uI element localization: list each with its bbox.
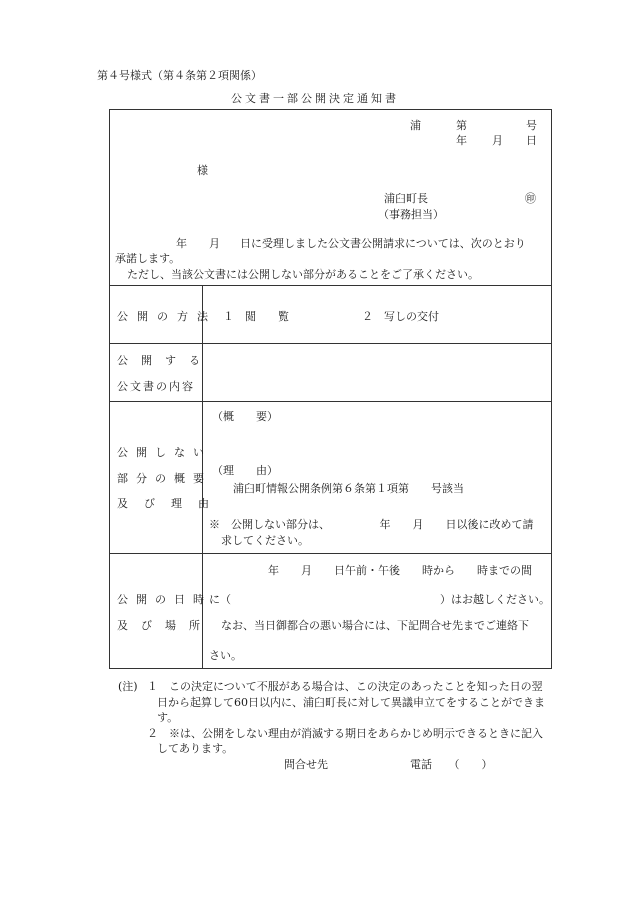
reason-note-line1: ※ 公開しない部分は、 年 月 日以後に改めて請 [209,518,534,531]
date-year: 年 [456,134,467,147]
datetime-line1: 年 月 日午前・午後 時から 時までの間 [268,564,532,577]
method-option-view: １ 閲 覧 [223,310,289,323]
contact-person: （事務担当） [378,208,444,221]
document-title: 公文書一部公開決定通知書 [231,92,399,105]
note1-number: １ [147,680,158,693]
form-number: 第４号様式（第４条第２項関係） [97,69,262,82]
content-label-line1: 公開する [117,354,213,367]
reason-note-line2: 求してください。 [221,534,309,547]
undisclosed-label-line2: 部分の概要 [117,472,212,485]
ref-prefix: 浦 [410,119,421,132]
note1-line1: この決定について不服がある場合は、この決定のあったことを知った日の翌 [169,680,543,693]
note2-number: ２ [147,727,158,740]
undisclosed-label-line3: 及び理由 [117,497,225,510]
method-option-copy: ２ 写しの交付 [362,310,439,323]
summary-heading: （概 要） [212,410,278,423]
body-line1: 日に受理しました公文書公開請求については、次のとおり [240,237,526,250]
seal-mark: ㊞ [525,192,536,205]
datetime-line2: に（ ）はお越しください。 [209,593,550,606]
undisclosed-label-line1: 公開しない [117,446,212,459]
note1-line2: 日から起算して60日以内に、浦臼町長に対して異議申立てをすることができま [157,696,545,709]
recipient-suffix: 様 [197,164,208,177]
body-year: 年 [176,237,187,250]
reason-text: 浦臼町情報公開条例第６条第１項第 号該当 [233,482,464,495]
note-label: (注) [118,680,138,693]
ref-go: 号 [526,119,537,132]
ref-dai: 第 [456,119,467,132]
note2-line2: してあります。 [157,742,234,755]
date-day: 日 [526,134,537,147]
row-divider [110,553,551,554]
row-divider [110,401,551,402]
issuer: 浦臼町長 [384,192,428,205]
datetime-line3: なお、当日御都合の悪い場合には、下記問合せ先までご連絡下 [221,619,529,632]
reason-heading: （理 由） [212,464,278,477]
date-month: 月 [492,134,503,147]
datetime-label-line2: 及び場所 [117,619,213,632]
row-divider [110,285,551,286]
body-month: 月 [209,237,220,250]
body-line3: ただし、当該公文書には公開しない部分があることをご了承ください。 [127,268,479,281]
datetime-label-line1: 公開の日時 [117,593,212,606]
note2-line1: ※は、公開をしない理由が消滅する期日をあらかじめ明示できるときに記入 [169,727,543,740]
datetime-line4: さい。 [209,649,242,662]
method-label: 公開の方法 [117,310,217,323]
body-line2: 承諾します。 [115,252,181,265]
note1-line3: す。 [157,711,179,724]
contact-label: 問合せ先 [284,758,328,771]
content-label-line2: 公文書の内容 [117,380,195,393]
row-divider [110,343,551,344]
phone-label: 電話 （ ） [410,758,493,771]
